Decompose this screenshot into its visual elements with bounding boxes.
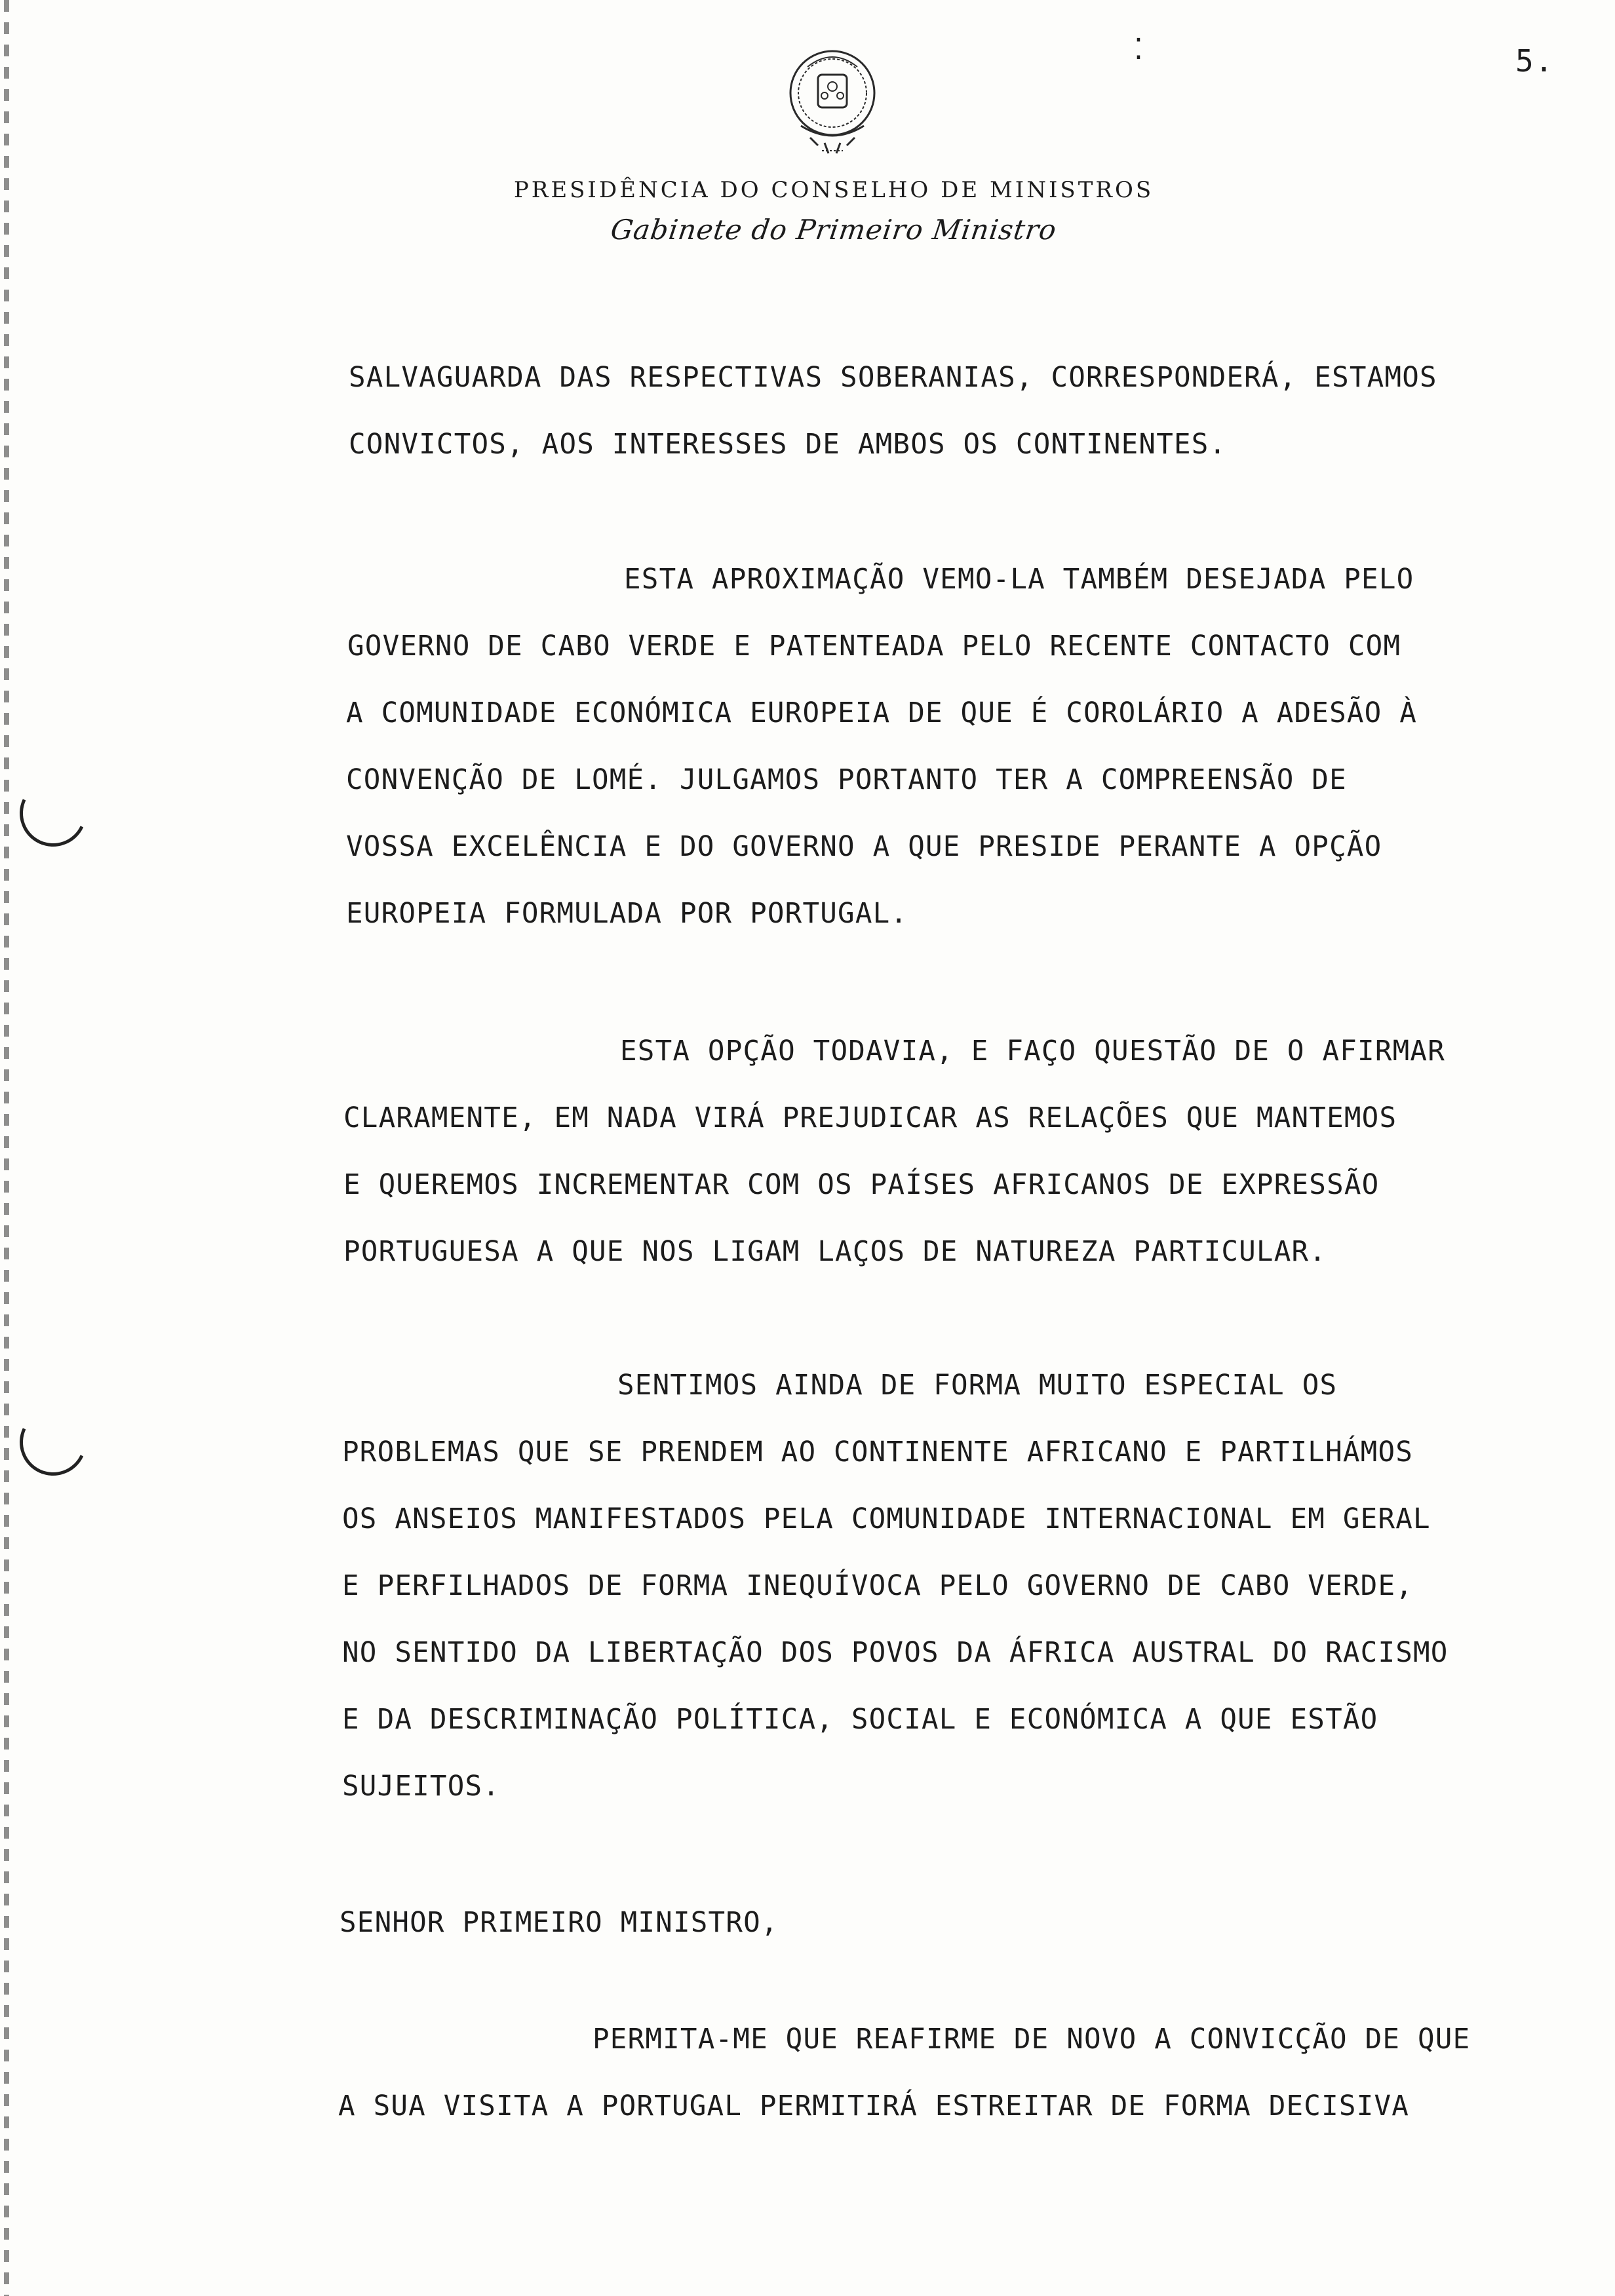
body-line: PERMITA-ME QUE REAFIRME DE NOVO A CONVICÇÃO DE QUE [593, 2023, 1471, 2056]
body-line: ESTA APROXIMAÇÃO VEMO-LA TAMBÉM DESEJADA PELO [624, 564, 1414, 596]
body-line: NO SENTIDO DA LIBERTAÇÃO DOS POVOS DA ÁFRICA AUSTRAL DO RACISMO [342, 1637, 1449, 1669]
salutation-line: SENHOR PRIMEIRO MINISTRO, [340, 1907, 779, 1939]
coat-of-arms-seal-icon [781, 47, 884, 165]
letterhead-subtitle: Gabinete do Primeiro Ministro [608, 214, 1059, 246]
body-line: CONVICTOS, AOS INTERESSES DE AMBOS OS CONTINENTES. [349, 429, 1227, 461]
body-line: E QUEREMOS INCREMENTAR COM OS PAÍSES AFRICANOS DE EXPRESSÃO [343, 1169, 1380, 1201]
body-line: A COMUNIDADE ECONÓMICA EUROPEIA DE QUE É COROLÁRIO A ADESÃO À [346, 697, 1418, 729]
punch-hole-mark [10, 771, 96, 856]
page-number: 5. [1515, 43, 1555, 79]
body-line: ESTA OPÇÃO TODAVIA, E FAÇO QUESTÃO DE O AFIRMAR [620, 1035, 1445, 1067]
body-line: E PERFILHADOS DE FORMA INEQUÍVOCA PELO GOVERNO DE CABO VERDE, [342, 1570, 1414, 1602]
body-line: A SUA VISITA A PORTUGAL PERMITIRÁ ESTREITAR DE FORMA DECISIVA [338, 2090, 1410, 2122]
body-line: OS ANSEIOS MANIFESTADOS PELA COMUNIDADE INTERNACIONAL EM GERAL [342, 1503, 1431, 1535]
body-line: SUJEITOS. [342, 1770, 501, 1803]
body-line: SENTIMOS AINDA DE FORMA MUITO ESPECIAL OS [617, 1369, 1338, 1402]
body-line: PORTUGUESA A QUE NOS LIGAM LAÇOS DE NATUREZA PARTICULAR. [343, 1236, 1327, 1268]
body-line: CONVENÇÃO DE LOMÉ. JULGAMOS PORTANTO TER A COMPREENSÃO DE [346, 764, 1347, 796]
scan-speck: ⁚ [1134, 33, 1143, 66]
body-line: EUROPEIA FORMULADA POR PORTUGAL. [346, 898, 908, 930]
body-line: GOVERNO DE CABO VERDE E PATENTEADA PELO RECENTE CONTACTO COM [347, 630, 1401, 662]
letterhead-title: PRESIDÊNCIA DO CONSELHO DE MINISTROS [513, 177, 1154, 203]
punch-hole-mark [10, 1400, 96, 1485]
body-line: VOSSA EXCELÊNCIA E DO GOVERNO A QUE PRESIDE PERANTE A OPÇÃO [346, 831, 1382, 863]
body-line: E DA DESCRIMINAÇÃO POLÍTICA, SOCIAL E ECONÓMICA A QUE ESTÃO [342, 1704, 1378, 1736]
body-line: CLARAMENTE, EM NADA VIRÁ PREJUDICAR AS RELAÇÕES QUE MANTEMOS [343, 1102, 1397, 1134]
body-line: SALVAGUARDA DAS RESPECTIVAS SOBERANIAS, CORRESPONDERÁ, ESTAMOS [349, 362, 1437, 394]
scan-binding-edge [4, 0, 9, 2296]
body-line: PROBLEMAS QUE SE PRENDEM AO CONTINENTE AFRICANO E PARTILHÁMOS [342, 1436, 1414, 1468]
